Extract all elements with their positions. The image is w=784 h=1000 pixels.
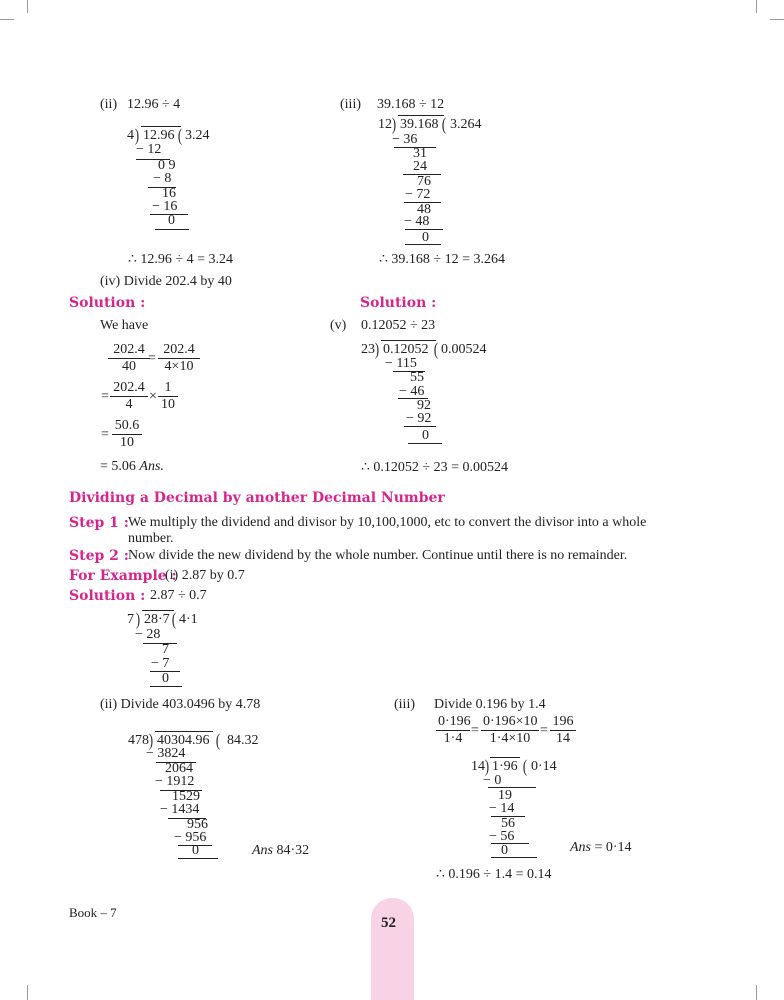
- v-expression: 0.12052 ÷ 23: [361, 318, 436, 333]
- step: 0: [501, 843, 508, 858]
- equals-sign: =: [101, 427, 109, 442]
- v-solution-label: Solution :: [360, 295, 437, 311]
- fraction: $\frac{202.4}{40}$: [108, 342, 150, 375]
- division-bracket: ): [391, 114, 397, 134]
- divisor: 4: [127, 128, 134, 143]
- rule: [491, 843, 529, 844]
- fraction: $\frac{1}{10}$: [158, 380, 178, 413]
- overline: [398, 115, 444, 116]
- iv-heading: (iv) Divide 202.4 by 40: [100, 274, 232, 289]
- step: 24: [413, 159, 427, 174]
- ex3-answer: Ans = 0·14: [570, 840, 632, 855]
- quotient-bracket: (: [441, 114, 447, 134]
- dividend: 28·7: [144, 612, 170, 627]
- division-bracket: ): [484, 756, 490, 776]
- example-text: (i) 2.87 by 0.7: [165, 568, 245, 583]
- footer-book: Book – 7: [69, 905, 117, 920]
- iii-conclusion: ∴ 39.168 ÷ 12 = 3.264: [379, 252, 505, 267]
- step: − 12: [136, 142, 162, 157]
- overline: [155, 731, 213, 732]
- iv-result: = 5.06 Ans.: [100, 459, 164, 474]
- step: − 72: [405, 187, 431, 202]
- quotient: 0·14: [531, 759, 557, 774]
- step: 0: [422, 230, 429, 245]
- ex3-label: (iii): [394, 697, 415, 712]
- step: 0: [422, 428, 429, 443]
- ex2-heading: (ii) Divide 403.0496 by 4.78: [100, 697, 261, 712]
- fraction: $\frac{196}{14}$: [550, 714, 576, 747]
- step: − 36: [392, 132, 418, 147]
- step: 7: [162, 642, 169, 657]
- division-bracket: ): [134, 125, 140, 145]
- dividend: 1·96: [492, 759, 518, 774]
- rule: [491, 857, 537, 858]
- dividend: 0.12052: [383, 342, 429, 357]
- step: 1529: [172, 789, 200, 804]
- rule: [143, 643, 177, 644]
- fraction: $\frac{0\cdot 196\times 10}{1\cdot 4\times 10}$: [483, 714, 538, 746]
- dividend: 40304.96: [157, 733, 210, 748]
- ii-conclusion: ∴ 12.96 ÷ 4 = 3.24: [128, 252, 233, 267]
- page-number: 52: [381, 915, 396, 931]
- dividend: 12.96: [143, 128, 175, 143]
- step: − 0: [483, 773, 502, 788]
- equals-sign: =: [148, 351, 156, 366]
- step: 0 9: [158, 158, 176, 173]
- ex2-answer: Ans 84·32: [252, 843, 310, 858]
- ii-label: (ii): [100, 97, 118, 112]
- divisor: 478: [128, 733, 149, 748]
- division-bracket: ): [135, 609, 141, 629]
- quotient-bracket: (: [522, 756, 528, 776]
- step: − 956: [174, 830, 207, 845]
- overline: [490, 757, 520, 758]
- step: 55: [410, 370, 424, 385]
- ex3-conclusion: ∴ 0.196 ÷ 1.4 = 0.14: [436, 867, 552, 882]
- solution-text: 2.87 ÷ 0.7: [150, 588, 207, 603]
- divisor: 12: [378, 117, 392, 132]
- step2-label: Step 2 :: [69, 548, 129, 564]
- divisor: 7: [127, 612, 134, 627]
- example-label: For Example :: [69, 568, 177, 584]
- rule: [155, 229, 189, 230]
- step: 2064: [165, 761, 193, 776]
- step: 56: [501, 816, 515, 831]
- quotient-bracket: (: [433, 339, 439, 359]
- step: 19: [498, 788, 512, 803]
- rule: [178, 858, 218, 859]
- step1-text: We multiply the dividend and divisor by 10,100,1000, etc to convert the divisor into a whole: [128, 515, 647, 530]
- rule: [408, 443, 442, 444]
- step: − 16: [152, 199, 178, 214]
- ex3-heading: Divide 0.196 by 1.4: [434, 697, 546, 712]
- quotient: 0.00524: [441, 342, 487, 357]
- quotient: 3.264: [450, 117, 482, 132]
- crop-mark-bl-v: [27, 985, 28, 1000]
- iii-expression: 39.168 ÷ 12: [377, 97, 445, 112]
- iv-we-have: We have: [100, 318, 149, 333]
- quotient: 4·1: [179, 612, 198, 627]
- section-title: Dividing a Decimal by another Decimal Number: [69, 490, 445, 506]
- quotient: 84.32: [227, 733, 259, 748]
- step: − 7: [151, 656, 170, 671]
- equals-sign: =: [471, 723, 479, 738]
- overline: [142, 610, 174, 611]
- v-conclusion: ∴ 0.12052 ÷ 23 = 0.00524: [361, 460, 508, 475]
- step: 0: [192, 843, 199, 858]
- step: 76: [417, 174, 431, 189]
- rule: [150, 686, 182, 687]
- times-sign: ×: [149, 389, 157, 404]
- iii-label: (iii): [340, 97, 361, 112]
- step: − 1434: [160, 802, 200, 817]
- step: 0: [168, 213, 175, 228]
- equals-sign: =: [540, 723, 548, 738]
- overline: [381, 340, 436, 341]
- step: − 115: [385, 356, 417, 371]
- divisor: 14: [471, 759, 485, 774]
- step: 31: [413, 146, 427, 161]
- quotient: 3.24: [185, 128, 210, 143]
- dividend: 39.168: [400, 117, 439, 132]
- division-bracket: ): [374, 339, 380, 359]
- equals-sign: =: [101, 389, 109, 404]
- step: 0: [162, 671, 169, 686]
- ii-expression: 12.96 ÷ 4: [127, 97, 181, 112]
- step: − 14: [489, 801, 515, 816]
- v-label: (v): [330, 318, 347, 333]
- quotient-bracket: (: [177, 125, 183, 145]
- page-number-tab: [371, 898, 414, 1000]
- crop-mark-br-v: [756, 985, 757, 1000]
- rule: [405, 244, 441, 245]
- fraction: $\frac{0\cdot 196}{1\cdot 4}$: [438, 714, 471, 746]
- step1-text-cont: number.: [128, 531, 174, 546]
- step: − 56: [489, 829, 515, 844]
- step: 48: [417, 202, 431, 217]
- step: − 3824: [146, 746, 186, 761]
- crop-mark-tr-h: [770, 19, 784, 20]
- division-bracket: ): [148, 730, 154, 750]
- quotient-bracket: (: [215, 730, 221, 750]
- solution-label: Solution :: [69, 588, 146, 604]
- rule: [404, 426, 436, 427]
- divisor: 23: [361, 342, 375, 357]
- rule: [488, 787, 536, 788]
- step: − 92: [406, 411, 432, 426]
- crop-mark-tr-v: [756, 0, 757, 13]
- step: − 28: [135, 627, 161, 642]
- crop-mark-tl-h: [0, 19, 14, 20]
- crop-mark-tl-v: [27, 0, 28, 13]
- step: − 8: [153, 171, 172, 186]
- fraction: $\frac{202.4}{4}$: [110, 380, 148, 413]
- quotient-bracket: (: [171, 609, 177, 629]
- step: − 46: [399, 384, 425, 399]
- iv-solution-label: Solution :: [69, 295, 146, 311]
- step: 92: [417, 398, 431, 413]
- fraction: $\frac{50.6}{10}$: [112, 418, 142, 451]
- step: 956: [187, 817, 208, 832]
- step: − 1912: [155, 774, 195, 789]
- step1-label: Step 1 :: [69, 515, 129, 531]
- step2-text: Now divide the new dividend by the whole number. Continue until there is no remainder.: [128, 548, 628, 563]
- fraction: $\frac{202.4}{4\times 10}$: [158, 342, 200, 375]
- step: − 48: [404, 214, 430, 229]
- overline: [141, 126, 181, 127]
- step: 16: [162, 186, 176, 201]
